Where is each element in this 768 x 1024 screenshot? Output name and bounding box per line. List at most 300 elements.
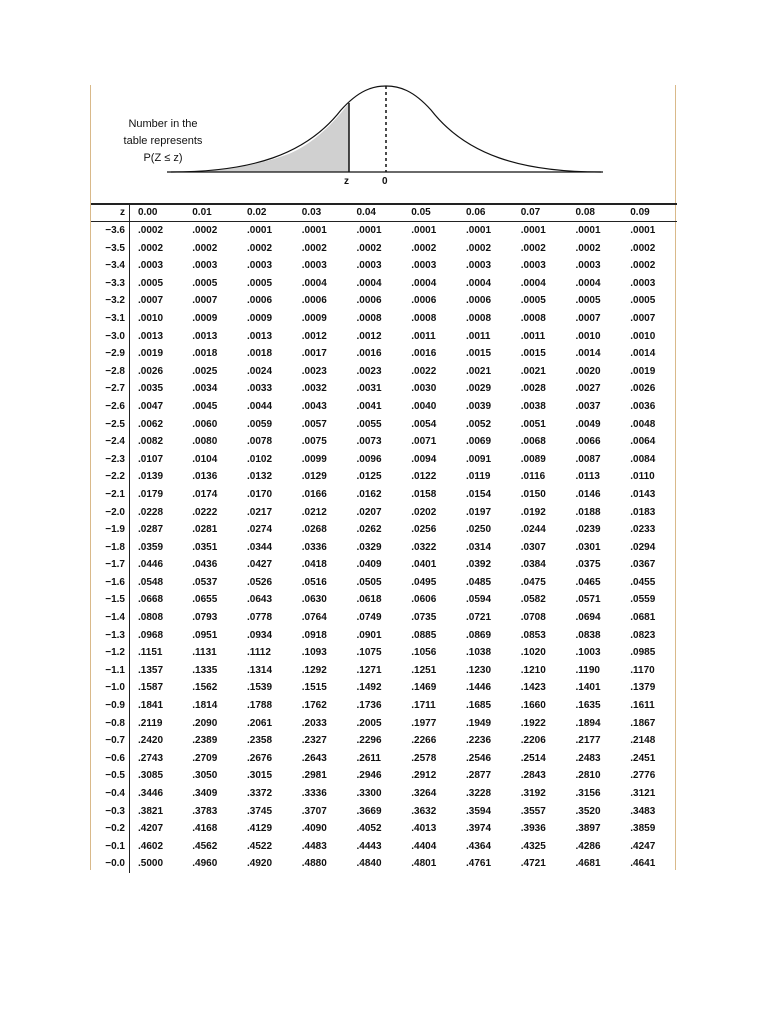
probability-cell: .0116 bbox=[520, 471, 546, 483]
probability-cell: .0055 bbox=[356, 418, 382, 430]
probability-cell: .1210 bbox=[520, 664, 546, 676]
table-row bbox=[91, 732, 677, 750]
probability-cell: .0027 bbox=[575, 383, 601, 395]
probability-cell: .0003 bbox=[138, 260, 164, 272]
probability-cell: .0002 bbox=[192, 225, 218, 236]
probability-cell: .0015 bbox=[466, 348, 492, 360]
probability-cell: .0764 bbox=[301, 612, 327, 624]
probability-cell: .0003 bbox=[411, 260, 437, 272]
probability-cell: .4129 bbox=[247, 823, 273, 835]
table-row bbox=[91, 539, 677, 557]
probability-cell: .1515 bbox=[301, 682, 327, 694]
probability-cell: .0003 bbox=[520, 260, 546, 272]
probability-cell: .1401 bbox=[575, 682, 601, 694]
probability-cell: .1562 bbox=[192, 682, 218, 694]
probability-cell: .0043 bbox=[301, 400, 327, 412]
probability-cell: .4880 bbox=[301, 858, 327, 870]
probability-cell: .0008 bbox=[520, 312, 546, 324]
probability-cell: .0505 bbox=[356, 576, 382, 588]
probability-cell: .0526 bbox=[247, 576, 273, 588]
probability-cell: .3974 bbox=[466, 823, 492, 835]
caption-line-3: P(Z ≤ z) bbox=[143, 152, 183, 164]
probability-cell: .0314 bbox=[466, 541, 492, 553]
probability-cell: .0409 bbox=[356, 559, 382, 571]
column-header: 0.03 bbox=[294, 204, 349, 222]
probability-cell: .1894 bbox=[575, 717, 601, 729]
probability-cell: .0307 bbox=[520, 541, 546, 553]
probability-cell: .0038 bbox=[520, 400, 546, 412]
probability-cell: .0968 bbox=[138, 629, 164, 641]
probability-cell: .0002 bbox=[192, 242, 218, 254]
probability-cell: .0018 bbox=[247, 348, 273, 360]
probability-cell: .1093 bbox=[301, 647, 327, 659]
probability-cell: .0004 bbox=[466, 277, 492, 289]
probability-cell: .0384 bbox=[520, 559, 546, 571]
probability-cell: .0049 bbox=[575, 418, 601, 430]
probability-cell: .0197 bbox=[466, 506, 492, 518]
probability-cell: .0018 bbox=[192, 348, 218, 360]
probability-cell: .0618 bbox=[356, 594, 382, 606]
probability-cell: .3859 bbox=[630, 823, 656, 835]
probability-cell: .1190 bbox=[575, 664, 600, 676]
probability-cell: .4562 bbox=[192, 840, 218, 852]
probability-cell: .0034 bbox=[192, 383, 218, 395]
table-row bbox=[91, 240, 677, 258]
row-z-value: −0.5 bbox=[91, 767, 130, 785]
row-z-value: −1.4 bbox=[91, 609, 130, 627]
column-header: 0.09 bbox=[622, 204, 677, 222]
probability-cell: .0008 bbox=[356, 312, 382, 324]
probability-cell: .0951 bbox=[192, 629, 218, 641]
probability-cell: .0336 bbox=[301, 541, 327, 553]
row-z-value: −1.7 bbox=[91, 556, 130, 574]
probability-cell: .0869 bbox=[466, 629, 492, 641]
probability-cell: .0571 bbox=[575, 594, 601, 606]
probability-cell: .0192 bbox=[520, 506, 546, 518]
normal-curve-figure bbox=[91, 85, 677, 202]
table-row bbox=[91, 433, 677, 451]
probability-cell: .4013 bbox=[411, 823, 437, 835]
probability-cell: .0087 bbox=[575, 453, 601, 465]
probability-cell: .1003 bbox=[575, 647, 601, 659]
probability-cell: .2877 bbox=[466, 770, 492, 782]
probability-cell: .3897 bbox=[575, 823, 601, 835]
probability-cell: .0174 bbox=[192, 488, 218, 500]
row-z-value: −2.6 bbox=[91, 398, 130, 416]
probability-cell: .2946 bbox=[356, 770, 382, 782]
probability-cell: .2611 bbox=[356, 752, 381, 764]
probability-cell: .1660 bbox=[520, 700, 546, 712]
probability-cell: .4641 bbox=[630, 858, 656, 870]
probability-cell: .0002 bbox=[356, 242, 382, 254]
probability-cell: .2420 bbox=[138, 735, 164, 747]
probability-cell: .0179 bbox=[138, 488, 164, 500]
probability-cell: .0793 bbox=[192, 612, 218, 624]
probability-table bbox=[91, 203, 677, 873]
probability-cell: .1711 bbox=[411, 700, 436, 712]
probability-cell: .2810 bbox=[575, 770, 601, 782]
probability-cell: .3264 bbox=[411, 788, 437, 799]
probability-cell: .0244 bbox=[520, 524, 546, 536]
probability-cell: .0002 bbox=[630, 242, 656, 254]
column-header: 0.07 bbox=[513, 204, 568, 222]
probability-cell: .4168 bbox=[192, 823, 218, 835]
probability-cell: .0002 bbox=[138, 225, 164, 236]
probability-cell: .2912 bbox=[411, 770, 437, 782]
probability-cell: .0735 bbox=[411, 612, 437, 624]
probability-cell: .2483 bbox=[575, 752, 601, 764]
probability-cell: .1492 bbox=[356, 682, 382, 694]
probability-cell: .0401 bbox=[411, 559, 437, 571]
probability-cell: .0427 bbox=[247, 559, 273, 571]
probability-cell: .2236 bbox=[466, 735, 492, 747]
probability-cell: .0048 bbox=[630, 418, 656, 430]
probability-cell: .0367 bbox=[630, 559, 656, 571]
table-row bbox=[91, 556, 677, 574]
probability-cell: .0080 bbox=[192, 436, 218, 448]
column-header: 0.08 bbox=[568, 204, 623, 222]
z-axis-label: z bbox=[344, 176, 349, 187]
probability-cell: .3632 bbox=[411, 805, 437, 817]
probability-cell: .3228 bbox=[466, 788, 492, 799]
probability-cell: .0002 bbox=[466, 242, 492, 254]
probability-cell: .0019 bbox=[630, 365, 656, 377]
probability-cell: .0003 bbox=[356, 260, 382, 272]
probability-cell: .0099 bbox=[301, 453, 327, 465]
table-body bbox=[91, 222, 677, 873]
table-row bbox=[91, 486, 677, 504]
probability-cell: .0287 bbox=[138, 524, 164, 536]
probability-cell: .1423 bbox=[520, 682, 546, 694]
row-z-value: −3.2 bbox=[91, 292, 130, 310]
table-row bbox=[91, 662, 677, 680]
probability-cell: .0006 bbox=[247, 295, 273, 307]
probability-cell: .1841 bbox=[138, 700, 164, 712]
probability-cell: .0256 bbox=[411, 524, 437, 536]
probability-cell: .0045 bbox=[192, 400, 218, 412]
probability-cell: .0228 bbox=[138, 506, 164, 518]
table-row bbox=[91, 820, 677, 838]
probability-cell: .1131 bbox=[192, 647, 217, 659]
probability-cell: .0132 bbox=[247, 471, 273, 483]
probability-cell: .4960 bbox=[192, 858, 218, 870]
probability-cell: .0392 bbox=[466, 559, 492, 571]
probability-cell: .0005 bbox=[192, 277, 218, 289]
probability-cell: .2843 bbox=[520, 770, 546, 782]
probability-cell: .0268 bbox=[301, 524, 327, 536]
probability-cell: .3300 bbox=[356, 788, 382, 799]
probability-cell: .0475 bbox=[520, 576, 546, 588]
probability-cell: .0091 bbox=[466, 453, 492, 465]
probability-cell: .0606 bbox=[411, 594, 437, 606]
probability-cell: .0104 bbox=[192, 453, 218, 465]
probability-cell: .0455 bbox=[630, 576, 656, 588]
probability-cell: .1151 bbox=[138, 647, 163, 659]
table-row bbox=[91, 679, 677, 697]
probability-cell: .0002 bbox=[411, 242, 437, 254]
table-row bbox=[91, 416, 677, 434]
probability-cell: .1170 bbox=[630, 664, 655, 676]
probability-cell: .0021 bbox=[466, 365, 492, 377]
header-z: z bbox=[91, 204, 130, 222]
probability-cell: .0010 bbox=[630, 330, 656, 342]
probability-cell: .0075 bbox=[301, 436, 327, 448]
probability-cell: .2119 bbox=[138, 717, 163, 729]
probability-cell: .2776 bbox=[630, 770, 656, 782]
table-row bbox=[91, 591, 677, 609]
row-z-value: −2.0 bbox=[91, 504, 130, 522]
probability-cell: .3594 bbox=[466, 805, 492, 817]
row-z-value: −3.3 bbox=[91, 275, 130, 293]
probability-cell: .1736 bbox=[356, 700, 382, 712]
probability-cell: .2206 bbox=[520, 735, 546, 747]
table-row bbox=[91, 609, 677, 627]
row-z-value: −0.0 bbox=[91, 855, 130, 873]
probability-cell: .4840 bbox=[356, 858, 382, 870]
column-header: 0.02 bbox=[239, 204, 294, 222]
probability-cell: .1788 bbox=[247, 700, 273, 712]
probability-cell: .0023 bbox=[356, 365, 382, 377]
probability-cell: .0008 bbox=[411, 312, 437, 324]
probability-cell: .0029 bbox=[466, 383, 492, 395]
probability-cell: .3192 bbox=[520, 788, 546, 799]
probability-cell: .0001 bbox=[411, 225, 437, 236]
probability-cell: .0059 bbox=[247, 418, 273, 430]
probability-cell: .0708 bbox=[520, 612, 546, 624]
probability-cell: .0003 bbox=[192, 260, 218, 272]
table-row bbox=[91, 803, 677, 821]
probability-cell: .4761 bbox=[466, 858, 492, 870]
probability-cell: .0062 bbox=[138, 418, 164, 430]
probability-cell: .1762 bbox=[301, 700, 327, 712]
probability-cell: .0047 bbox=[138, 400, 164, 412]
probability-cell: .0002 bbox=[138, 242, 164, 254]
probability-cell: .1446 bbox=[466, 682, 492, 694]
column-header: 0.04 bbox=[349, 204, 404, 222]
probability-cell: .4721 bbox=[520, 858, 546, 870]
row-z-value: −2.9 bbox=[91, 345, 130, 363]
probability-cell: .0005 bbox=[575, 295, 601, 307]
probability-cell: .0006 bbox=[356, 295, 382, 307]
probability-cell: .4920 bbox=[247, 858, 273, 870]
probability-cell: .0668 bbox=[138, 594, 164, 606]
probability-cell: .0853 bbox=[520, 629, 546, 641]
probability-cell: .0003 bbox=[575, 260, 601, 272]
probability-cell: .0003 bbox=[247, 260, 273, 272]
probability-cell: .0548 bbox=[138, 576, 164, 588]
row-z-value: −1.2 bbox=[91, 644, 130, 662]
probability-cell: .2578 bbox=[411, 752, 437, 764]
table-row bbox=[91, 398, 677, 416]
probability-cell: .0485 bbox=[466, 576, 492, 588]
row-z-value: −2.8 bbox=[91, 363, 130, 381]
probability-cell: .2514 bbox=[520, 752, 546, 764]
probability-cell: .0084 bbox=[630, 453, 656, 465]
probability-cell: .0008 bbox=[466, 312, 492, 324]
probability-cell: .3669 bbox=[356, 805, 382, 817]
probability-cell: .0025 bbox=[192, 365, 218, 377]
probability-cell: .2296 bbox=[356, 735, 382, 747]
probability-cell: .0162 bbox=[356, 488, 382, 500]
probability-cell: .2676 bbox=[247, 752, 273, 764]
row-z-value: −0.7 bbox=[91, 732, 130, 750]
probability-cell: .0001 bbox=[356, 225, 382, 236]
probability-cell: .0017 bbox=[301, 348, 327, 360]
probability-cell: .0721 bbox=[466, 612, 492, 624]
probability-cell: .0010 bbox=[575, 330, 601, 342]
probability-cell: .0001 bbox=[466, 225, 492, 236]
probability-cell: .3050 bbox=[192, 770, 218, 782]
probability-cell: .0031 bbox=[356, 383, 382, 395]
probability-cell: .0014 bbox=[630, 348, 656, 360]
table-row bbox=[91, 345, 677, 363]
probability-cell: .1469 bbox=[411, 682, 437, 694]
probability-cell: .1357 bbox=[138, 664, 164, 676]
probability-cell: .0012 bbox=[356, 330, 382, 342]
row-z-value: −3.5 bbox=[91, 240, 130, 258]
probability-cell: .0078 bbox=[247, 436, 273, 448]
probability-cell: .4286 bbox=[575, 840, 601, 852]
table-row bbox=[91, 750, 677, 768]
probability-cell: .0166 bbox=[301, 488, 327, 500]
probability-cell: .2643 bbox=[301, 752, 327, 764]
table-row bbox=[91, 380, 677, 398]
row-z-value: −3.4 bbox=[91, 257, 130, 275]
probability-cell: .3085 bbox=[138, 770, 164, 782]
probability-cell: .3156 bbox=[575, 788, 601, 799]
table-row bbox=[91, 767, 677, 785]
probability-cell: .0202 bbox=[411, 506, 437, 518]
probability-cell: .0010 bbox=[138, 312, 164, 324]
probability-cell: .0068 bbox=[520, 436, 546, 448]
probability-cell: .1271 bbox=[356, 664, 382, 676]
probability-cell: .0009 bbox=[192, 312, 218, 324]
row-z-value: −3.6 bbox=[91, 222, 130, 240]
z-table bbox=[91, 203, 677, 873]
probability-cell: .0014 bbox=[575, 348, 601, 360]
row-z-value: −2.7 bbox=[91, 380, 130, 398]
probability-cell: .0107 bbox=[138, 453, 164, 465]
probability-cell: .0110 bbox=[630, 471, 655, 483]
probability-cell: .4681 bbox=[575, 858, 601, 870]
probability-cell: .0004 bbox=[520, 277, 546, 289]
probability-cell: .0073 bbox=[356, 436, 382, 448]
probability-cell: .2389 bbox=[192, 735, 218, 747]
probability-cell: .4052 bbox=[356, 823, 382, 835]
probability-cell: .0594 bbox=[466, 594, 492, 606]
column-header: 0.01 bbox=[184, 204, 239, 222]
probability-cell: .0582 bbox=[520, 594, 546, 606]
probability-cell: .0183 bbox=[630, 506, 656, 518]
row-z-value: −0.9 bbox=[91, 697, 130, 715]
probability-cell: .0015 bbox=[520, 348, 546, 360]
probability-cell: .1867 bbox=[630, 717, 656, 729]
probability-cell: .4801 bbox=[411, 858, 437, 870]
probability-cell: .0007 bbox=[575, 312, 601, 324]
row-z-value: −2.1 bbox=[91, 486, 130, 504]
probability-cell: .0012 bbox=[301, 330, 327, 342]
probability-cell: .3821 bbox=[138, 805, 164, 817]
probability-cell: .0465 bbox=[575, 576, 601, 588]
figure-caption bbox=[113, 116, 213, 167]
probability-cell: .1587 bbox=[138, 682, 164, 694]
probability-cell: .3372 bbox=[247, 788, 273, 799]
probability-cell: .0022 bbox=[411, 365, 437, 377]
probability-cell: .0125 bbox=[356, 471, 382, 483]
probability-cell: .0918 bbox=[301, 629, 327, 641]
probability-cell: .0004 bbox=[575, 277, 601, 289]
probability-cell: .3446 bbox=[138, 788, 164, 799]
probability-cell: .0001 bbox=[301, 225, 327, 236]
probability-cell: .0019 bbox=[138, 348, 164, 360]
probability-cell: .0044 bbox=[247, 400, 273, 412]
probability-cell: .0170 bbox=[247, 488, 273, 500]
probability-cell: .0129 bbox=[301, 471, 327, 483]
probability-cell: .0028 bbox=[520, 383, 546, 395]
probability-cell: .0005 bbox=[520, 295, 546, 307]
table-row bbox=[91, 257, 677, 275]
probability-cell: .0057 bbox=[301, 418, 327, 430]
probability-cell: .4090 bbox=[301, 823, 327, 835]
table-row bbox=[91, 627, 677, 645]
probability-cell: .0002 bbox=[301, 242, 327, 254]
row-z-value: −1.3 bbox=[91, 627, 130, 645]
probability-cell: .0054 bbox=[411, 418, 437, 430]
table-row bbox=[91, 363, 677, 381]
probability-cell: .0013 bbox=[192, 330, 218, 342]
probability-cell: .0036 bbox=[630, 400, 656, 412]
probability-cell: .3121 bbox=[630, 788, 656, 799]
probability-cell: .0239 bbox=[575, 524, 601, 536]
row-z-value: −0.6 bbox=[91, 750, 130, 768]
probability-cell: .0011 bbox=[411, 330, 436, 342]
probability-cell: .3745 bbox=[247, 805, 273, 817]
probability-cell: .0681 bbox=[630, 612, 656, 624]
probability-cell: .2177 bbox=[575, 735, 601, 747]
probability-cell: .3409 bbox=[192, 788, 218, 799]
probability-cell: .3520 bbox=[575, 805, 601, 817]
row-z-value: −2.3 bbox=[91, 451, 130, 469]
probability-cell: .0233 bbox=[630, 524, 656, 536]
probability-cell: .0001 bbox=[247, 225, 273, 236]
probability-cell: .0007 bbox=[138, 295, 164, 307]
probability-cell: .0016 bbox=[356, 348, 382, 360]
probability-cell: .1230 bbox=[466, 664, 492, 676]
column-header: 0.05 bbox=[403, 204, 458, 222]
probability-cell: .0037 bbox=[575, 400, 601, 412]
probability-cell: .4325 bbox=[520, 840, 546, 852]
probability-cell: .0102 bbox=[247, 453, 273, 465]
probability-cell: .0071 bbox=[411, 436, 437, 448]
probability-cell: .0003 bbox=[301, 260, 327, 272]
probability-cell: .0222 bbox=[192, 506, 218, 518]
probability-cell: .1020 bbox=[520, 647, 546, 659]
probability-cell: .2033 bbox=[301, 717, 327, 729]
probability-cell: .0143 bbox=[630, 488, 656, 500]
row-z-value: −0.1 bbox=[91, 838, 130, 856]
probability-cell: .1292 bbox=[301, 664, 327, 676]
probability-cell: .4364 bbox=[466, 840, 492, 852]
probability-cell: .0026 bbox=[138, 365, 164, 377]
probability-cell: .0089 bbox=[520, 453, 546, 465]
probability-cell: .0006 bbox=[466, 295, 492, 307]
probability-cell: .0066 bbox=[575, 436, 601, 448]
probability-cell: .3557 bbox=[520, 805, 546, 817]
probability-cell: .4247 bbox=[630, 840, 656, 852]
probability-cell: .1038 bbox=[466, 647, 492, 659]
probability-cell: .0009 bbox=[301, 312, 327, 324]
table-row bbox=[91, 574, 677, 592]
